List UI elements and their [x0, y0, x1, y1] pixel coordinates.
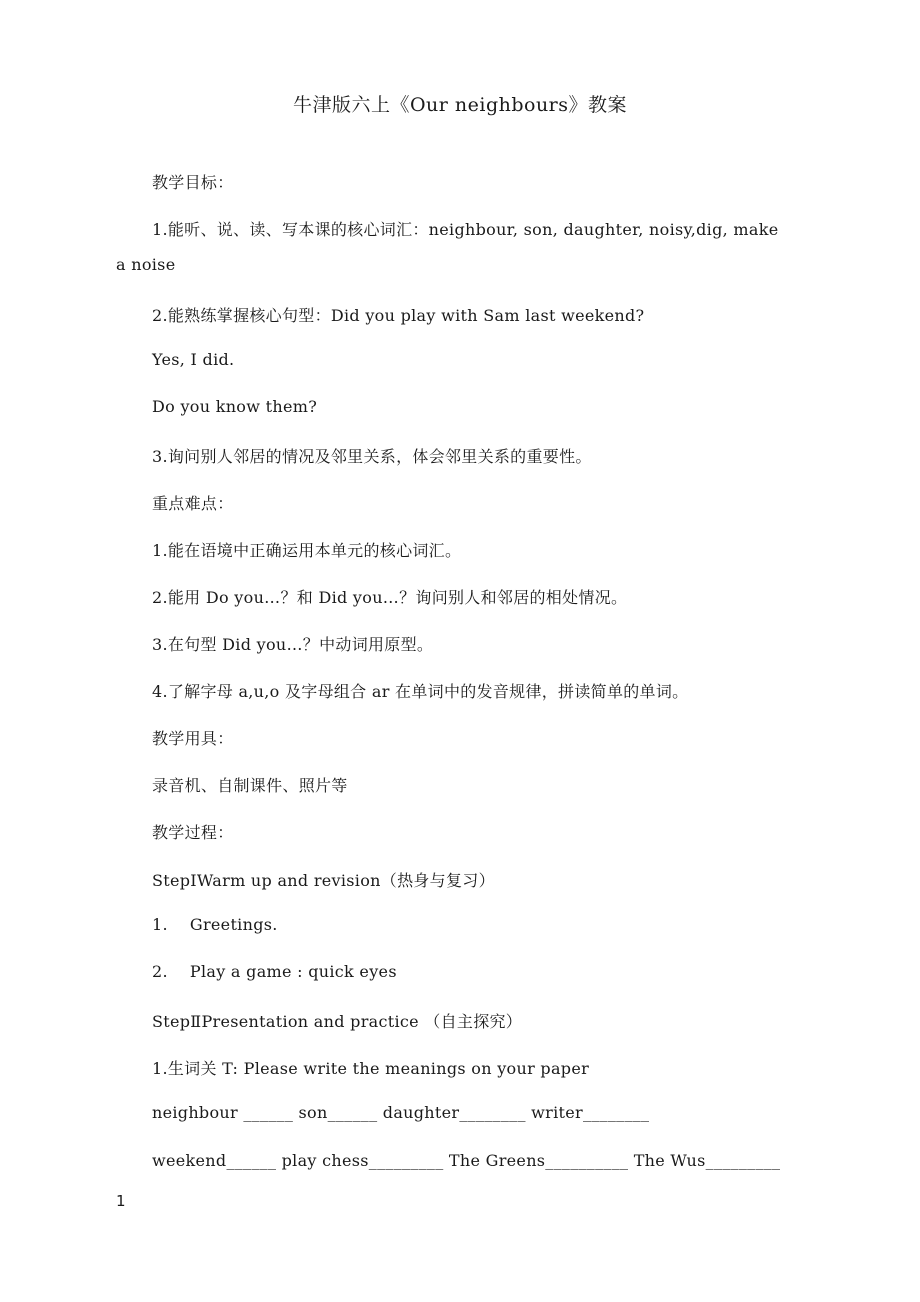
key-points-heading: 重点难点：: [152, 494, 234, 513]
objective-3: 3.询问别人邻居的情况及邻里关系，体会邻里关系的重要性。: [152, 447, 592, 466]
step-1-item-1: [152, 915, 278, 934]
step-2-heading: StepⅡPresentation and practice （自主探究）: [152, 1012, 523, 1031]
step-1-item-1-number: 1.: [152, 915, 168, 934]
step-1-item-2: [152, 962, 397, 981]
page-number: 1: [116, 1192, 126, 1210]
objective-2-question: Do you know them?: [152, 397, 318, 416]
tools-list: 录音机、自制课件、照片等: [152, 776, 348, 795]
key-point-2: 2.能用 Do you…？和 Did you…？询问别人和邻居的相处情况。: [152, 588, 628, 607]
objective-2-answer: Yes, I did.: [152, 350, 235, 369]
objective-1-continuation: a noise: [116, 255, 176, 274]
objectives-heading: 教学目标：: [152, 173, 234, 192]
tools-heading: 教学用具：: [152, 729, 234, 748]
step-1-item-2-number: 2.: [152, 962, 168, 981]
key-point-3: 3.在句型 Did you…？中动词用原型。: [152, 635, 434, 654]
step-1-item-1-text: Greetings.: [189, 915, 278, 934]
vocab-line-1: neighbour ______ son______ daughter________ writer________: [152, 1103, 650, 1122]
process-heading: 教学过程：: [152, 823, 234, 842]
key-point-4: 4.了解字母 a,u,o 及字母组合 ar 在单词中的发音规律，拼读简单的单词。: [152, 682, 689, 701]
key-point-1: 1.能在语境中正确运用本单元的核心词汇。: [152, 541, 462, 560]
step-1-item-2-text: Play a game : quick eyes: [189, 962, 397, 981]
objective-1: 1.能听、说、读、写本课的核心词汇：neighbour, son, daughter, noisy,dig, make: [152, 220, 779, 239]
objective-2: 2.能熟练掌握核心句型：Did you play with Sam last weekend?: [152, 306, 645, 325]
document-title: 牛津版六上《Our neighbours》教案: [292, 94, 628, 116]
vocab-line-2: weekend______ play chess_________ The Greens__________ The Wus_________: [152, 1151, 781, 1170]
step-2-item-1: 1.生词关 T: Please write the meanings on your paper: [152, 1059, 590, 1078]
step-1-heading: StepⅠWarm up and revision（热身与复习）: [152, 871, 495, 890]
